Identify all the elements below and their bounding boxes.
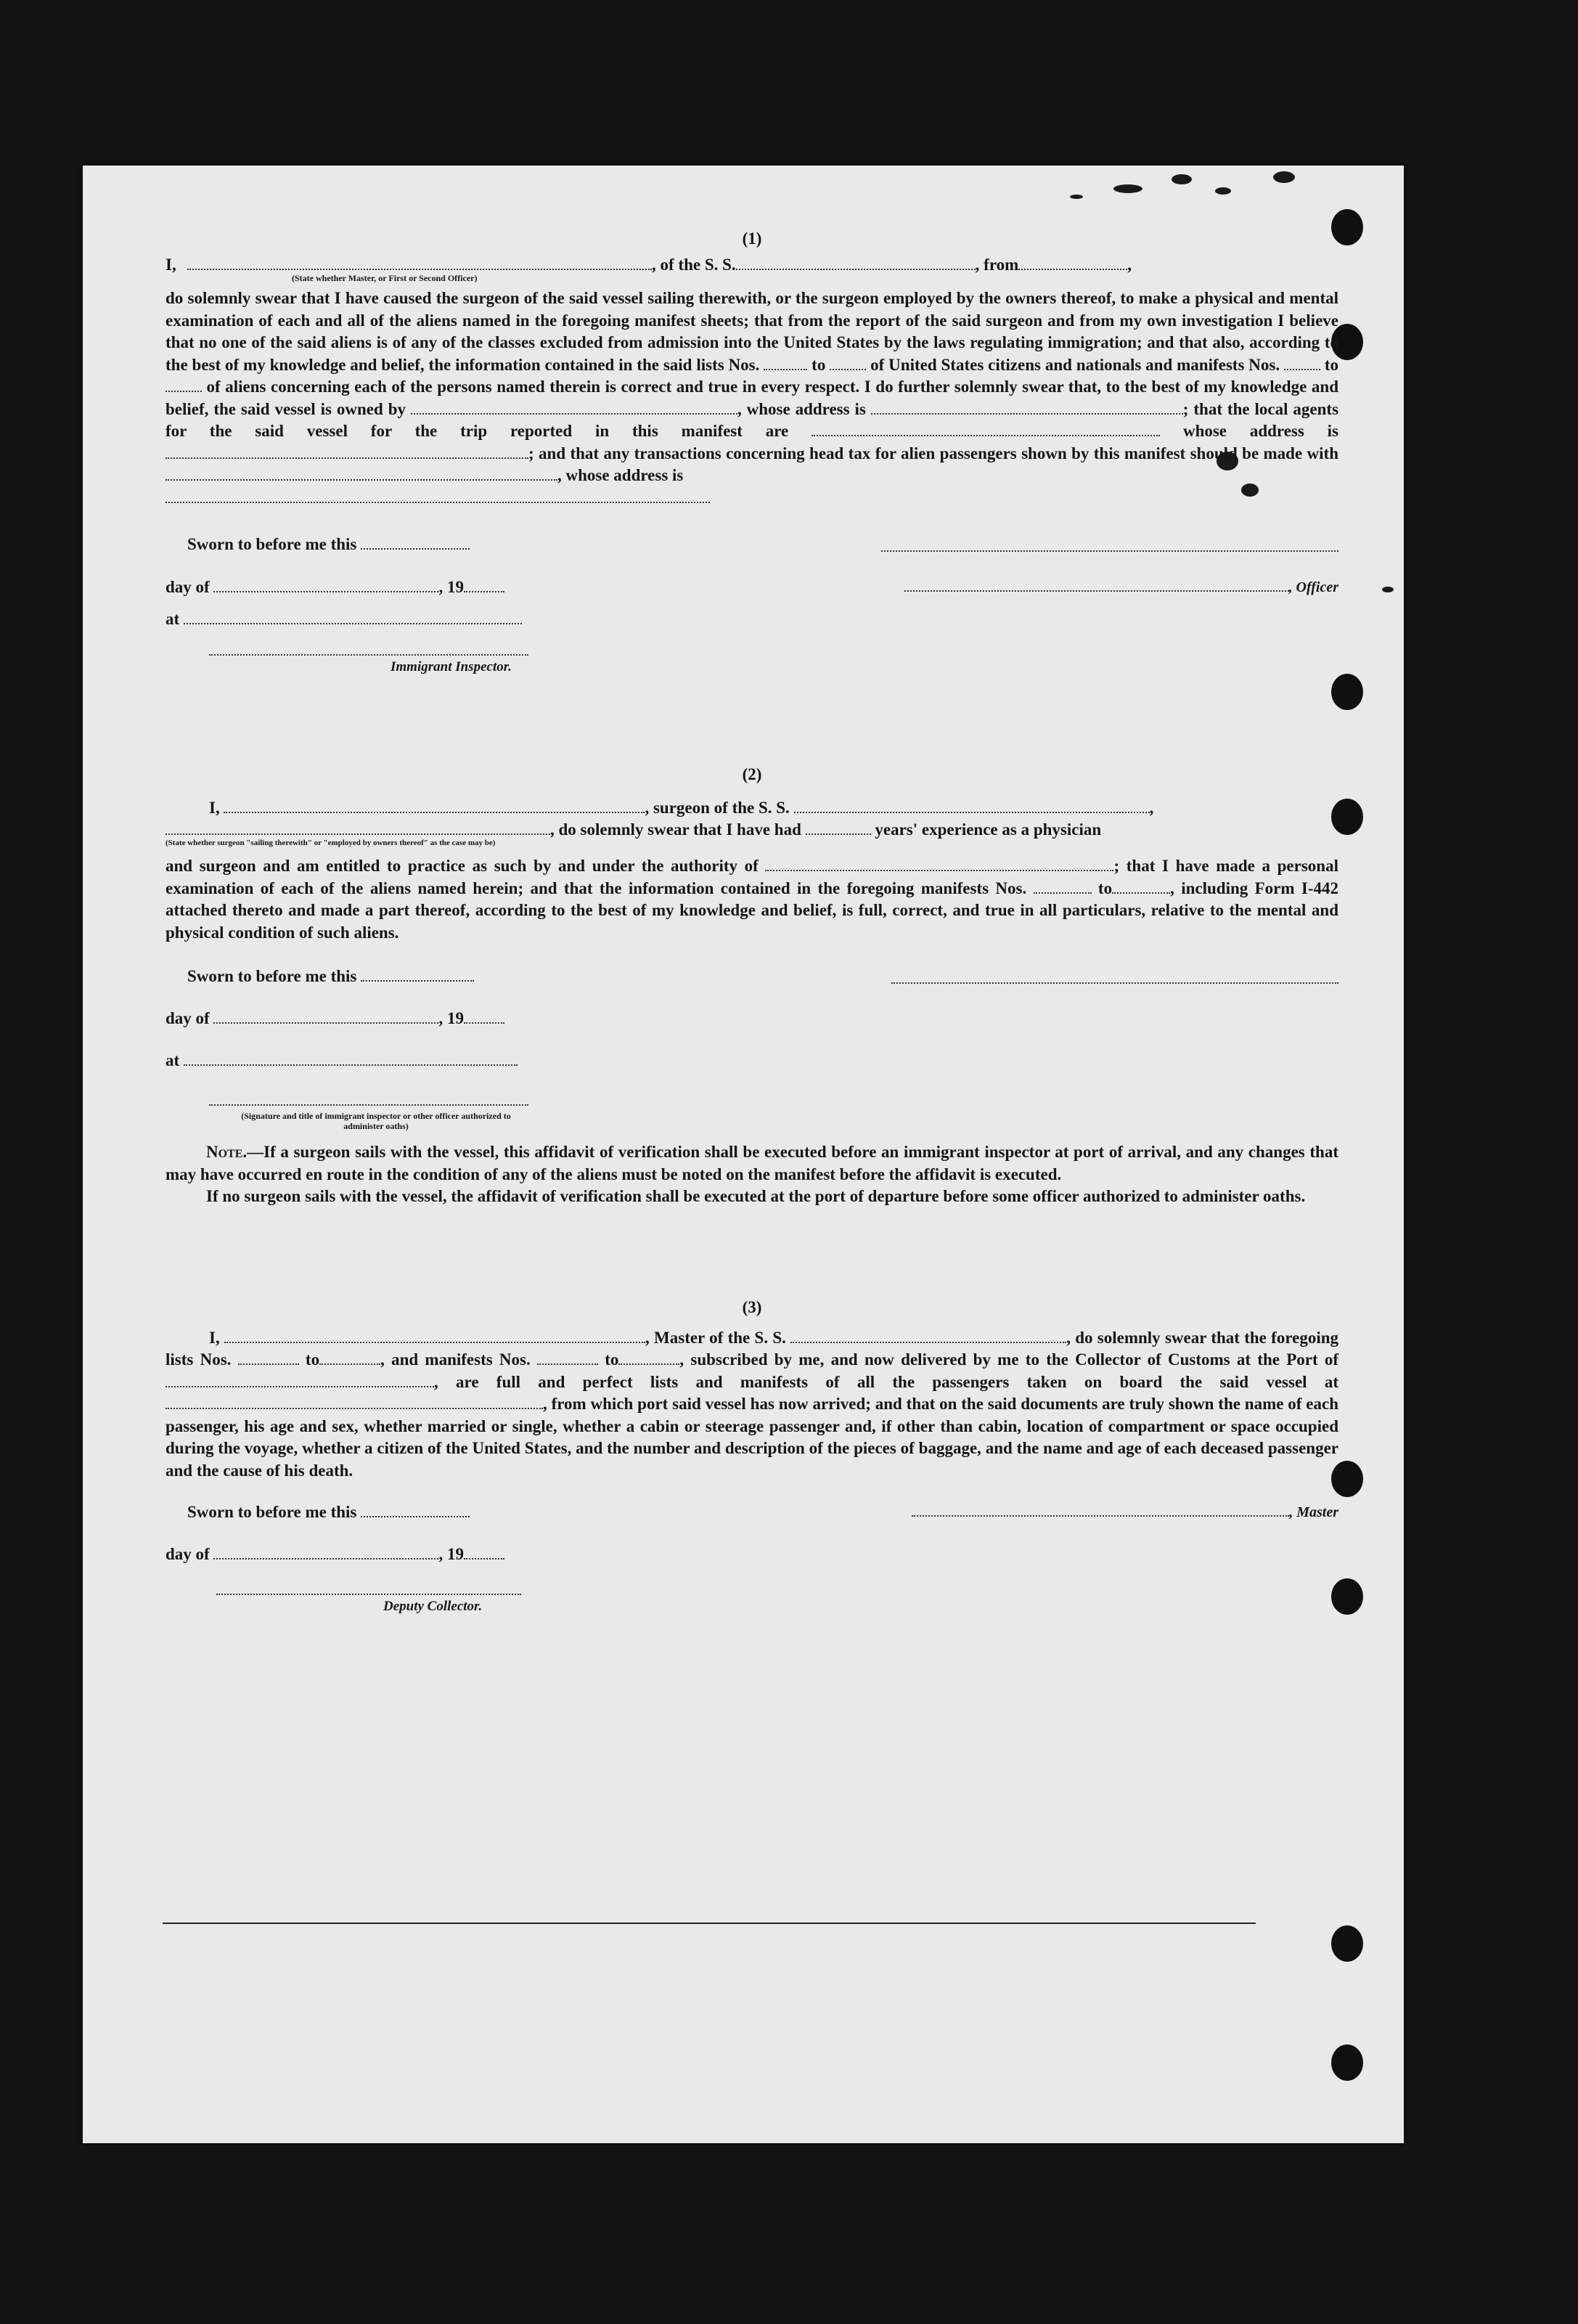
- label: to: [1324, 355, 1339, 374]
- label: Sworn to before me this: [187, 1503, 357, 1521]
- label: to: [1097, 878, 1113, 897]
- port-from-field: [1018, 261, 1127, 270]
- label: day of: [165, 1545, 210, 1563]
- label: Sworn to before me this: [187, 535, 357, 553]
- master-name-field: [224, 1334, 645, 1343]
- section-number: (2): [742, 765, 762, 783]
- vessel-name-field: [790, 1334, 1066, 1343]
- oath-text: ; that I have made a personal examination of each of the aliens named herein; and that the information contained in the foregoing manifests Nos.: [165, 857, 1338, 897]
- label: , from: [975, 256, 1019, 274]
- manifest-no-field: [1034, 885, 1092, 894]
- oath-text: swear that the foregoing lists Nos.: [165, 1328, 1339, 1369]
- label: , of the S. S.: [652, 256, 736, 274]
- day-line: [165, 576, 504, 598]
- oath-text: and surgeon and am entitled to practice as such by and under the authority of: [165, 857, 759, 875]
- label: I,: [209, 1328, 220, 1347]
- label: , Master of the S. S.: [645, 1328, 786, 1347]
- label: , surgeon of the S. S.: [645, 799, 790, 817]
- label: at: [165, 1051, 180, 1069]
- punch-hole: [1331, 2044, 1363, 2081]
- officer-signature-line: [904, 576, 1339, 598]
- oath-paragraph: [165, 288, 1338, 509]
- manifest-no-field: [1112, 885, 1170, 894]
- oath-text: ; and that any transactions concerning head tax for alien passengers shown by this manifest should be made with: [528, 444, 1338, 462]
- date-field: [361, 541, 470, 550]
- label: at: [165, 610, 180, 628]
- oath-text: ; that the local agents for the said vessel for the trip reported in this manifest are: [165, 399, 1339, 440]
- oath-text: , are full and perfect lists and manifests of all the passengers taken on board the said vessel at: [434, 1372, 1338, 1391]
- section-number: (3): [742, 1297, 762, 1316]
- signature-field: [904, 583, 1289, 592]
- ink-speck: [1273, 171, 1295, 183]
- surgeon-signature-line: [891, 974, 1338, 987]
- list-no-field: [238, 1356, 299, 1365]
- signature-note: (Signature and title of immigrant inspector or other officer authorized to administer oaths): [241, 1111, 511, 1131]
- date-field: [213, 1015, 438, 1024]
- place-field: [184, 616, 522, 624]
- oath-text: , and manifests Nos.: [380, 1350, 531, 1369]
- section-number: (1): [742, 229, 762, 248]
- owner-address-field: [871, 406, 1183, 415]
- section-1: [165, 229, 1338, 675]
- agents-field: [812, 428, 1160, 436]
- jurat-row: [165, 1501, 1338, 1523]
- bottom-rule: [163, 1923, 1256, 1924]
- officer-label: , Officer: [1288, 579, 1338, 595]
- label: Sworn to before me this: [187, 967, 357, 985]
- ink-speck: [1215, 187, 1231, 195]
- note-text: —If a surgeon sails with the vessel, this affidavit of verification shall be executed before an immigrant inspector at port of arrival, and any changes that may have occurred en route in the condition of any of the aliens must be noted on the manifest before the affidavit is executed.: [165, 1143, 1338, 1183]
- master-paragraph: [165, 1327, 1338, 1483]
- label: day of: [165, 1009, 210, 1027]
- oath-text: of aliens concerning each of the persons named therein is correct and true in every respect. I do further solemnly swear that, to the best of my knowledge and belief, the said vessel is owned by: [165, 378, 1339, 418]
- label: , 19: [438, 1009, 464, 1027]
- signature-field: [209, 1097, 528, 1106]
- vessel-name-field: [736, 261, 976, 270]
- oath-text: , including Form I-442 attached thereto and made a part thereof, according to the best of my knowledge and belief, is full, correct, and true in all particulars, relative to the mental and physical condition of such aliens.: [165, 878, 1338, 942]
- note-text: If no surgeon sails with the vessel, the affidavit of verification shall be executed at the port of departure before some officer authorized to administer oaths.: [206, 1187, 1306, 1205]
- field-note: (State whether surgeon "sailing therewith" or "employed by owners thereof" as the case may be): [165, 839, 496, 847]
- day-line: [165, 1544, 1338, 1565]
- document-page: [83, 166, 1404, 2143]
- signature-field: [216, 1586, 521, 1595]
- ink-speck: [1382, 587, 1394, 592]
- label: to: [605, 1350, 619, 1369]
- label: , do solemnly swear that I have had: [550, 820, 801, 839]
- signature-field: [912, 1508, 1289, 1517]
- surgeon-oath-line: I, , surgeon of the S. S. ,: [209, 799, 1154, 817]
- authority-field: [765, 863, 1113, 871]
- sworn-line: [165, 1501, 470, 1523]
- jurat-row: [165, 576, 1338, 598]
- oath-text: whose address is: [1182, 422, 1339, 440]
- sworn-line: [165, 534, 470, 555]
- label: to: [812, 355, 826, 374]
- form-content: [165, 229, 1338, 1615]
- oath-text: , subscribed by me, and now delivered by me to the Collector of Customs at the Port of: [679, 1350, 1339, 1369]
- inspector-signature: [165, 646, 1338, 675]
- label: I,: [165, 256, 176, 274]
- date-field: [213, 584, 438, 592]
- note-paragraph-2: [165, 1186, 1338, 1208]
- at-line: [165, 1050, 1338, 1072]
- port-field: [165, 1379, 434, 1387]
- inspector-signature-block: [165, 1096, 528, 1131]
- year-field: [464, 1015, 504, 1024]
- year-field: [464, 1551, 504, 1559]
- oath-text: do solemnly swear that I have caused the surgeon of the said vessel sailing therewith, or the surgeon employed by the owners thereof, to make a physical and mental examination of each and all of the aliens named in the foregoing manifest sheets; that from the report of the said surgeon and from my own investigation I believe that no one of the said aliens is of any of the classes excluded from admission into the United States by the laws regulating immigration; and that also, according to the best of my knowledge and belief, the information contained in the said lists Nos.: [165, 289, 1338, 374]
- master-label: , Master: [1289, 1504, 1338, 1520]
- manifest-no-field: [618, 1356, 679, 1365]
- surgeon-paragraph: [165, 855, 1338, 944]
- date-field: [361, 1509, 470, 1517]
- inspector-label: Immigrant Inspector.: [391, 659, 512, 674]
- sworn-line: [165, 966, 474, 987]
- list-no-field: [830, 362, 866, 370]
- oath-text: , whose address is: [557, 466, 684, 484]
- head-tax-party-field: [165, 472, 557, 481]
- jurat-row: [165, 966, 1338, 987]
- master-signature-line: [912, 1501, 1338, 1523]
- surgeon-status-field: [165, 826, 550, 835]
- ink-speck: [1172, 174, 1192, 184]
- years-field: [806, 826, 871, 835]
- ink-speck: [1113, 184, 1142, 193]
- oath-text: , whose address is: [737, 399, 866, 418]
- manifest-no-field: [1284, 362, 1320, 370]
- port-embarked-field: [165, 1400, 543, 1409]
- day-line: [165, 1008, 1338, 1030]
- manifest-no-field: [537, 1356, 598, 1365]
- label: years' experience as a physician: [875, 820, 1102, 839]
- note-label: Note.: [206, 1143, 248, 1161]
- list-no-field: [319, 1356, 380, 1365]
- label: I,: [209, 799, 220, 817]
- place-field: [184, 1057, 518, 1066]
- note-paragraph: [165, 1141, 1338, 1186]
- officer-signature-line-1: [881, 542, 1338, 555]
- at-line: [165, 608, 1338, 630]
- date-field: [213, 1551, 438, 1559]
- oath-text: , from which port said vessel has now arrived; and that on the said documents are truly shown the name of each passenger, his age and sex, whether married or single, whether a cabin or steerage passenger and, if other than cabin, location of compartment or space occupied during the voyage, whether a citizen of the United States, and the number and description of the pieces of baggage, and the name and age of each deceased passenger and the cause of his death.: [165, 1395, 1338, 1480]
- label: , do solemnly: [1066, 1328, 1161, 1347]
- list-no-field: [764, 362, 807, 370]
- agents-address-field: [165, 450, 528, 459]
- year-field: [464, 584, 504, 592]
- manifest-no-field: [165, 383, 202, 392]
- head-tax-address-field: [165, 494, 710, 503]
- surgeon-name-field: [224, 804, 645, 813]
- label: day of: [165, 578, 210, 596]
- vessel-name-field: [794, 804, 1150, 813]
- oath-text: of United States citizens and nationals and manifests Nos.: [870, 355, 1280, 374]
- label: , 19: [438, 1545, 464, 1563]
- section-2: [165, 765, 1338, 1208]
- ink-speck: [1070, 195, 1083, 199]
- label: to: [305, 1350, 320, 1369]
- deputy-signature: [165, 1586, 1338, 1615]
- deputy-label: Deputy Collector.: [383, 1599, 483, 1614]
- signature-field: [209, 647, 528, 656]
- officer-name-field: [187, 261, 652, 270]
- field-note: (State whether Master, or First or Second Officer): [292, 273, 478, 283]
- master-oath-line: I, , of the S. S. , from ,: [165, 254, 1338, 276]
- label: , 19: [438, 578, 464, 596]
- jurat-row: [165, 534, 1338, 555]
- owner-field: [411, 406, 737, 415]
- date-field: [361, 973, 474, 982]
- section-3: [165, 1298, 1338, 1615]
- punch-hole: [1331, 1925, 1363, 1962]
